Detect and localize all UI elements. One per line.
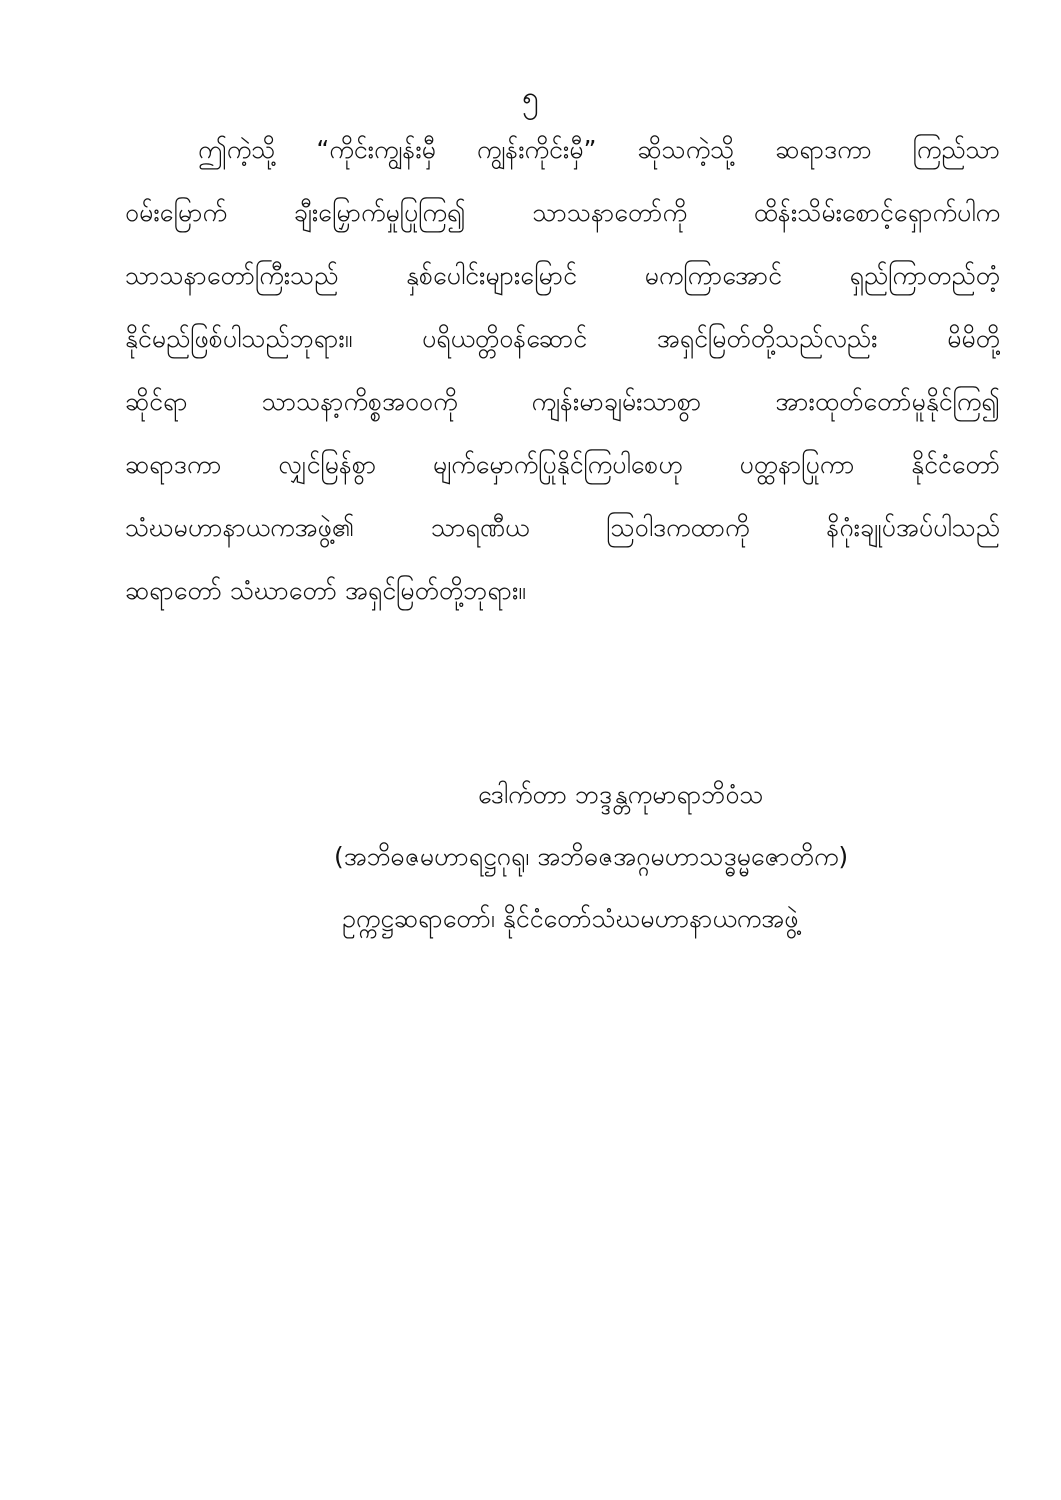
- paragraph-line: ဝမ်းမြောက် ချီးမြှောက်မှုပြုကြ၍ သာသနာတော်ကို ထိန်းသိမ်းစောင့်ရှောက်ပါက: [125, 198, 1000, 227]
- body-paragraph: [125, 118, 1000, 622]
- paragraph-line: ဆရာတော် သံဃာတော် အရှင်မြတ်တို့ဘုရား။: [125, 576, 526, 605]
- page-number: ၅: [522, 80, 539, 115]
- paragraph-line: နိုင်မည်ဖြစ်ပါသည်ဘုရား။ ပရိယတ္တိဝန်ဆောင် အရှင်မြတ်တို့သည်လည်း မိမိတို့: [125, 324, 1000, 353]
- paragraph-line: ဆရာဒကာ လျှင်မြန်စွာ မျက်မှောက်ပြုနိုင်ကြပါစေဟု ပတ္ထနာပြုကာ နိုင်ငံတော်: [125, 450, 1000, 479]
- paragraph-line: ဆိုင်ရာ သာသနာ့ကိစ္စအဝဝကို ကျန်းမာချမ်းသာစွာ အားထုတ်တော်မူနိုင်ကြ၍: [125, 387, 1000, 416]
- paragraph-line: သာသနာတော်ကြီးသည် နှစ်ပေါင်းများမြောင် မကကြာအောင် ရှည်ကြာတည်တံ့: [125, 261, 1000, 290]
- signatory-titles: (အဘိဓဇမဟာရဋ္ဌဂုရု၊ အဘိဓဇအဂ္ဂမဟာသဒ္ဓမ္မဇောတိက): [334, 842, 849, 871]
- signatory-name: ဒေါက်တာ ဘဒ္ဒန္တကုမာရာဘိဝံသ: [478, 780, 764, 809]
- paragraph-line: သံဃမဟာနာယကအဖွဲ့၏ သာရဏီယ သြဝါဒကထာကို နိဂုံးချုပ်အပ်ပါသည်: [125, 513, 1000, 542]
- signatory-office: ဥက္ကဋ္ဌဆရာတော်၊ နိုင်ငံတော်သံဃမဟာနာယကအဖွဲ့: [342, 904, 799, 933]
- paragraph-line: ဤကဲ့သို့ “ကိုင်းကျွန်းမှီ ကျွန်းကိုင်းမှီ” ဆိုသကဲ့သို့ ဆရာဒကာ ကြည်သာ: [198, 135, 1000, 164]
- signature-block: [300, 764, 1000, 950]
